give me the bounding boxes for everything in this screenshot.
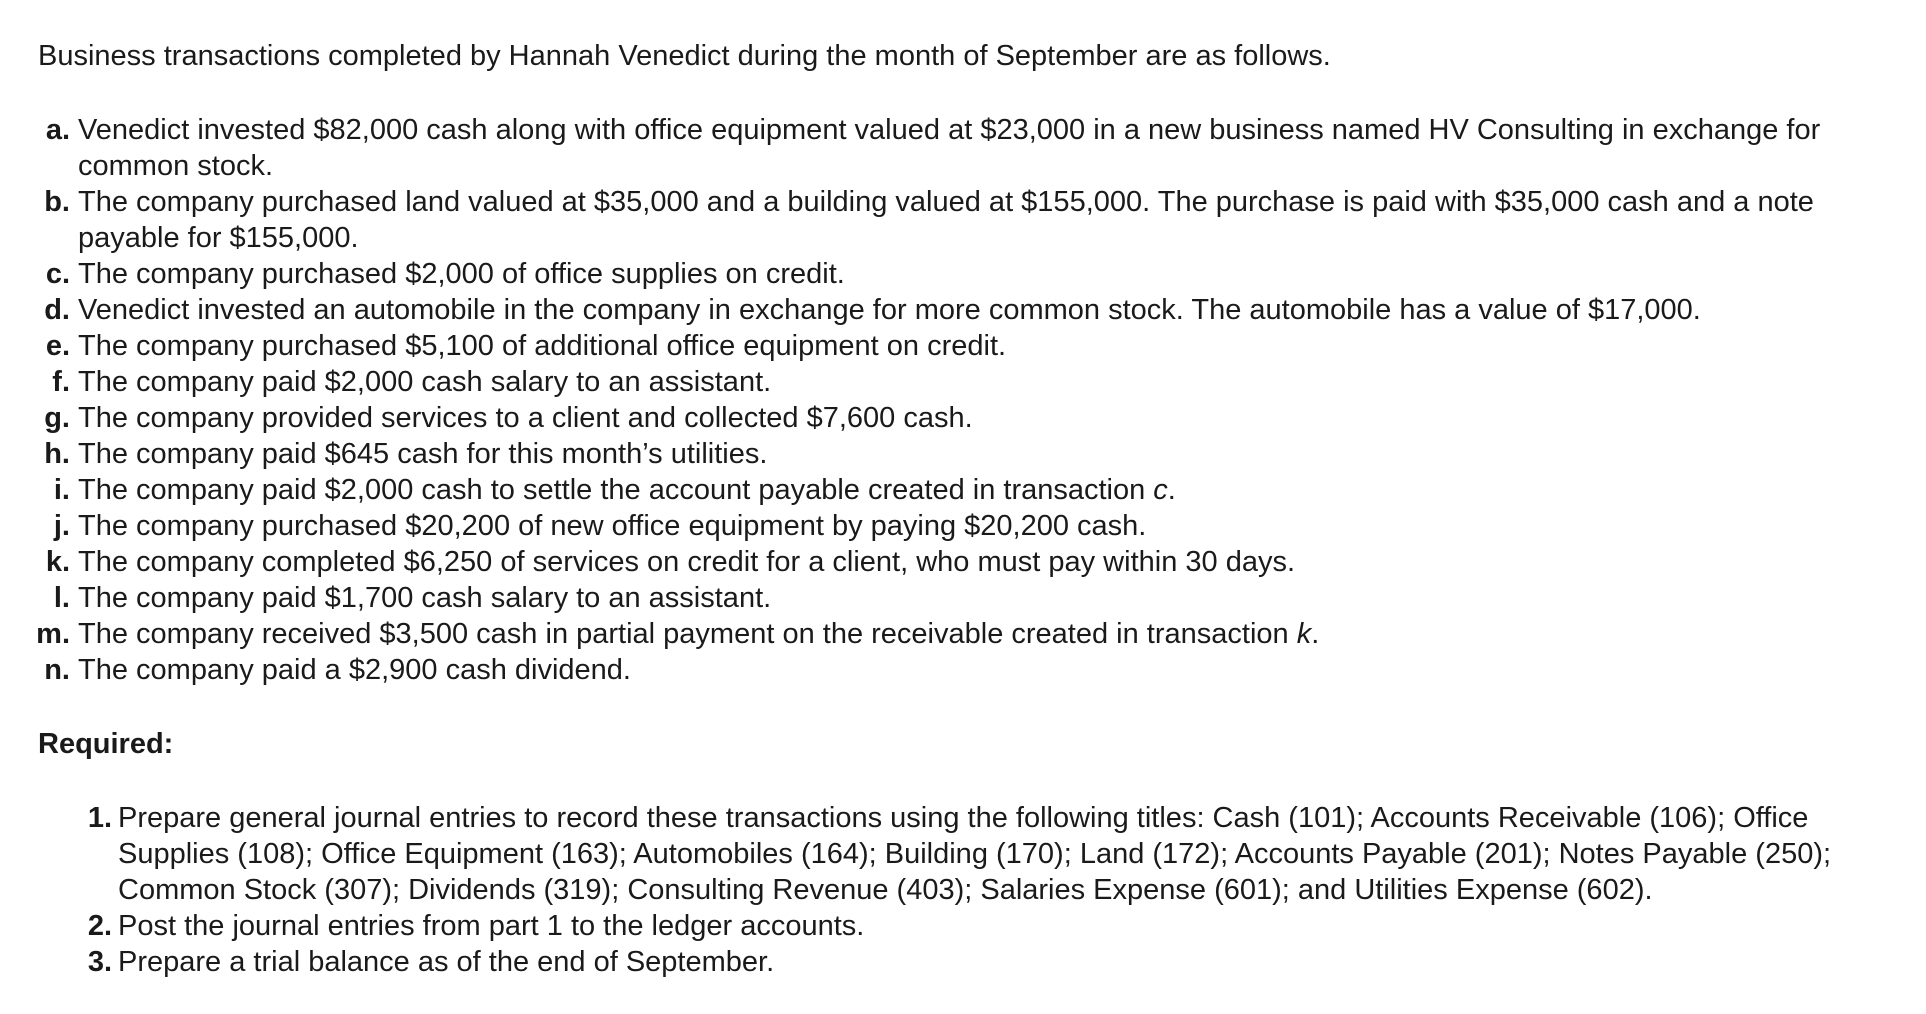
transaction-text: The company paid a $2,900 cash dividend. xyxy=(78,654,631,686)
transaction-item xyxy=(0,184,1926,256)
transaction-text: The company paid $645 cash for this month’s utilities. xyxy=(78,438,768,470)
transaction-text: The company purchased $20,200 of new office equipment by paying $20,200 cash. xyxy=(78,510,1147,542)
requirement-item xyxy=(0,800,1926,908)
transaction-text: The company completed $6,250 of services on credit for a client, who must pay within 30 days. xyxy=(78,546,1296,578)
transaction-marker: k. xyxy=(45,546,70,578)
transaction-item xyxy=(0,508,1926,544)
requirement-text: Prepare general journal entries to record these transactions using the following titles: Cash (101); Accounts Receivable (106); Office Supplies (108); Office Equipment (163); Automobiles (164); Building (170); Land (172); Accounts Payable (201); Notes Payable (250); Common Stock (307); Dividends (319); Consulting Revenue (403); Salaries Expense (601); and Utilities Expense (602). xyxy=(118,802,1832,906)
transaction-marker: g. xyxy=(44,402,70,434)
transaction-text: The company purchased $2,000 of office supplies on credit. xyxy=(78,258,845,290)
requirements-list xyxy=(0,800,1926,980)
transaction-marker: f. xyxy=(52,366,70,398)
transaction-item xyxy=(0,616,1926,652)
transaction-item xyxy=(0,328,1926,364)
transaction-suffix: . xyxy=(1167,474,1176,506)
intro-text: Business transactions completed by Hannah Venedict during the month of September are as follows. xyxy=(38,40,1331,72)
transaction-marker: i. xyxy=(53,474,70,506)
transaction-marker: a. xyxy=(45,114,70,146)
transaction-marker: d. xyxy=(44,294,70,326)
requirement-marker: 3. xyxy=(87,946,112,978)
requirement-marker: 1. xyxy=(87,802,112,834)
transaction-text: The company provided services to a client and collected $7,600 cash. xyxy=(78,402,973,434)
transaction-marker: c. xyxy=(45,258,70,290)
transaction-list xyxy=(0,112,1926,688)
transaction-suffix: . xyxy=(1311,618,1320,650)
transaction-item xyxy=(0,436,1926,472)
transaction-marker: l. xyxy=(53,582,70,614)
transaction-marker: e. xyxy=(45,330,70,362)
transaction-text: The company paid $2,000 cash to settle the account payable created in transaction xyxy=(78,474,1154,506)
transaction-reference: k xyxy=(1296,618,1312,650)
transaction-item xyxy=(0,580,1926,616)
transaction-item xyxy=(0,256,1926,292)
requirement-text: Prepare a trial balance as of the end of September. xyxy=(118,946,775,978)
transaction-marker: n. xyxy=(44,654,70,686)
transaction-item xyxy=(0,652,1926,688)
transaction-text: The company purchased land valued at $35,000 and a building valued at $155,000. The purchase is paid with $35,000 cash and a note payable for $155,000. xyxy=(78,186,1814,254)
transaction-marker: h. xyxy=(44,438,70,470)
transaction-item xyxy=(0,292,1926,328)
transaction-marker: m. xyxy=(36,618,70,650)
requirement-marker: 2. xyxy=(87,910,112,942)
requirement-text: Post the journal entries from part 1 to the ledger accounts. xyxy=(118,910,865,942)
transaction-text: Venedict invested $82,000 cash along with office equipment valued at $23,000 in a new business named HV Consulting in exchange for common stock. xyxy=(78,114,1821,182)
transaction-item xyxy=(0,112,1926,184)
required-heading: Required: xyxy=(38,728,174,760)
transaction-reference: c xyxy=(1153,474,1168,506)
transaction-item xyxy=(0,472,1926,508)
transaction-text: The company paid $2,000 cash salary to an assistant. xyxy=(78,366,772,398)
transaction-marker: b. xyxy=(44,186,70,218)
transaction-text: The company paid $1,700 cash salary to an assistant. xyxy=(78,582,772,614)
requirement-item xyxy=(0,908,1926,944)
requirement-item xyxy=(0,944,1926,980)
transaction-item xyxy=(0,400,1926,436)
transaction-text: The company received $3,500 cash in partial payment on the receivable created in transaction xyxy=(78,618,1297,650)
transaction-item xyxy=(0,364,1926,400)
transaction-text: Venedict invested an automobile in the company in exchange for more common stock. The automobile has a value of $17,000. xyxy=(78,294,1701,326)
transaction-text: The company purchased $5,100 of additional office equipment on credit. xyxy=(78,330,1007,362)
transaction-marker: j. xyxy=(53,510,70,542)
transaction-item xyxy=(0,544,1926,580)
